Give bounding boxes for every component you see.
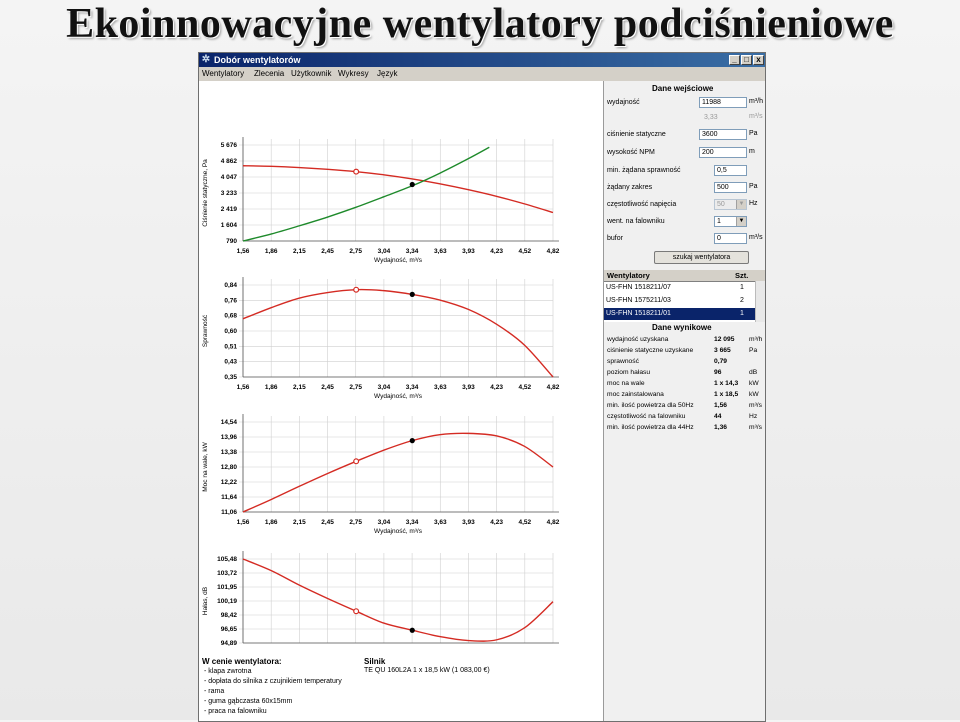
x-tick-label: 3,93 bbox=[462, 248, 475, 255]
maximize-button[interactable]: □ bbox=[741, 55, 752, 65]
fan-row[interactable] bbox=[604, 295, 756, 307]
result-value: 44 bbox=[714, 413, 722, 420]
point-marker-operating bbox=[410, 292, 415, 297]
frequency-unit: Hz bbox=[749, 200, 758, 207]
result-label: ciśnienie statyczne uzyskane bbox=[607, 347, 694, 354]
x-tick-label: 3,04 bbox=[377, 248, 391, 255]
x-tick-label: 4,52 bbox=[518, 384, 532, 391]
x-tick-label: 1,56 bbox=[236, 519, 250, 526]
flow-secondary-value: 3,33 bbox=[704, 114, 718, 121]
result-unit: m³/s bbox=[749, 424, 762, 431]
y-tick-label: 0,60 bbox=[224, 328, 237, 335]
y-axis-label: Hałas, dB bbox=[202, 586, 209, 616]
y-tick-label: 5 676 bbox=[220, 142, 237, 149]
x-tick-label: 2,45 bbox=[321, 248, 334, 255]
input-heading: Dane wejściowe bbox=[652, 84, 714, 93]
x-tick-label: 4,82 bbox=[546, 384, 560, 391]
price-item: - guma gąbczasta 60x15mm bbox=[204, 698, 293, 705]
y-axis-label: Ciśnienie statyczne, Pa bbox=[202, 159, 209, 227]
y-tick-label: 13,38 bbox=[220, 449, 237, 456]
frequency-select[interactable] bbox=[714, 199, 747, 210]
result-value: 1 x 14,3 bbox=[714, 380, 739, 387]
x-tick-label: 4,52 bbox=[518, 248, 532, 255]
point-marker-open bbox=[354, 169, 359, 174]
result-value: 0,79 bbox=[714, 358, 728, 365]
x-tick-label: 4,82 bbox=[546, 248, 560, 255]
chevron-down-icon[interactable]: ▼ bbox=[736, 200, 746, 209]
series-line-fan bbox=[243, 433, 553, 512]
x-tick-label: 3,63 bbox=[433, 248, 447, 255]
x-tick-label: 1,86 bbox=[264, 384, 278, 391]
menu-wentylatory[interactable]: Wentylatory bbox=[202, 69, 245, 78]
fan-list-header bbox=[604, 270, 765, 282]
menu-jezyk[interactable]: Język bbox=[377, 69, 398, 78]
y-tick-label: 2 419 bbox=[220, 206, 237, 213]
altitude-input[interactable]: 200 bbox=[699, 147, 747, 158]
altitude-label: wysokość NPM bbox=[607, 149, 655, 156]
x-tick-label: 2,75 bbox=[349, 248, 363, 255]
y-tick-label: 0,35 bbox=[224, 374, 237, 381]
charts-panel bbox=[199, 81, 603, 721]
chevron-down-icon[interactable]: ▼ bbox=[736, 217, 746, 226]
series-line-fan bbox=[243, 290, 553, 377]
frequency-label: częstotliwość napięcia bbox=[607, 201, 677, 208]
result-unit: Hz bbox=[749, 413, 758, 420]
y-tick-label: 0,84 bbox=[224, 282, 237, 289]
price-section bbox=[199, 650, 603, 721]
chart-0 bbox=[202, 137, 560, 264]
x-axis-label: Wydajność, m³/s bbox=[374, 528, 422, 535]
search-fan-button[interactable]: szukaj wentylatora bbox=[654, 251, 749, 264]
point-marker-operating bbox=[410, 438, 415, 443]
y-tick-label: 4 047 bbox=[220, 174, 237, 181]
menu-wykresy[interactable]: Wykresy bbox=[338, 69, 369, 78]
window-title: Dobór wentylatorów bbox=[214, 55, 301, 65]
range-label: żądany zakres bbox=[607, 184, 653, 191]
x-axis-label: Wydajność, m³/s bbox=[374, 393, 422, 400]
x-axis-label: Wydajność, m³/s bbox=[374, 257, 422, 264]
series-line-system bbox=[243, 147, 489, 241]
y-tick-label: 13,96 bbox=[220, 434, 237, 441]
fan-selection-window bbox=[198, 52, 766, 722]
flow-label: wydajność bbox=[607, 99, 640, 106]
series-line-fan bbox=[243, 166, 553, 213]
price-item: - rama bbox=[204, 688, 225, 695]
fan-row[interactable] bbox=[604, 282, 756, 294]
result-label: wydajność uzyskana bbox=[607, 336, 669, 343]
x-tick-label: 3,04 bbox=[377, 384, 391, 391]
price-heading: W cenie wentylatora: bbox=[202, 657, 282, 666]
menu-bar bbox=[199, 67, 765, 81]
x-tick-label: 4,82 bbox=[546, 519, 560, 526]
x-tick-label: 4,23 bbox=[490, 248, 503, 255]
x-tick-label: 3,63 bbox=[433, 384, 447, 391]
point-marker-open bbox=[354, 609, 359, 614]
x-tick-label: 1,56 bbox=[236, 248, 250, 255]
side-panel bbox=[604, 81, 765, 721]
y-tick-label: 101,95 bbox=[217, 584, 237, 591]
flow-secondary-unit: m³/s bbox=[749, 113, 763, 120]
y-tick-label: 790 bbox=[226, 238, 237, 245]
x-tick-label: 3,34 bbox=[405, 519, 419, 526]
result-unit: kW bbox=[749, 391, 759, 398]
x-tick-label: 4,23 bbox=[490, 519, 503, 526]
vfd-value: 1 bbox=[717, 218, 721, 225]
x-tick-label: 2,45 bbox=[321, 519, 334, 526]
x-tick-label: 1,86 bbox=[264, 519, 278, 526]
y-tick-label: 0,76 bbox=[224, 297, 237, 305]
fan-name: US-FHN 1575211/03 bbox=[606, 297, 671, 304]
y-tick-label: 0,68 bbox=[224, 312, 237, 320]
result-unit: m³/h bbox=[749, 336, 763, 343]
y-tick-label: 11,06 bbox=[221, 509, 237, 516]
charts-svg bbox=[199, 81, 603, 650]
range-unit: Pa bbox=[749, 183, 758, 190]
buffer-input[interactable]: 0 bbox=[714, 233, 747, 244]
result-unit: Pa bbox=[749, 347, 758, 354]
price-item: - praca na falowniku bbox=[204, 708, 267, 715]
altitude-unit: m bbox=[749, 148, 755, 155]
y-tick-label: 0,51 bbox=[224, 343, 237, 351]
menu-uzytkownik[interactable]: Użytkownik bbox=[291, 69, 332, 78]
chart-3 bbox=[202, 551, 560, 650]
list-scrollbar[interactable] bbox=[755, 281, 765, 322]
result-label: moc na wale bbox=[607, 380, 645, 387]
vfd-select[interactable] bbox=[714, 216, 747, 227]
point-marker-operating bbox=[410, 182, 415, 187]
col-qty: Szt. bbox=[735, 271, 749, 280]
x-tick-label: 1,56 bbox=[236, 384, 250, 391]
y-tick-label: 0,43 bbox=[224, 358, 237, 366]
point-marker-open bbox=[354, 459, 359, 464]
result-unit: kW bbox=[749, 380, 759, 387]
pressure-label: ciśnienie statyczne bbox=[607, 131, 666, 138]
pressure-unit: Pa bbox=[749, 130, 758, 137]
minimize-button[interactable]: _ bbox=[729, 55, 740, 65]
col-fans: Wentylatory bbox=[607, 271, 650, 280]
result-value: 1,56 bbox=[714, 402, 728, 409]
result-label: min. ilość powietrza dla 44Hz bbox=[607, 424, 694, 431]
result-unit: dB bbox=[749, 369, 758, 376]
chart-2 bbox=[202, 414, 560, 535]
x-tick-label: 2,15 bbox=[293, 384, 306, 391]
x-tick-label: 2,75 bbox=[349, 519, 363, 526]
result-label: sprawność bbox=[607, 358, 639, 365]
fan-name: US-FHN 1518211/01 bbox=[606, 310, 671, 317]
fan-qty: 1 bbox=[740, 310, 744, 317]
result-value: 1 x 18,5 bbox=[714, 391, 739, 398]
x-tick-label: 2,45 bbox=[321, 384, 334, 391]
y-tick-label: 12,80 bbox=[220, 464, 237, 471]
point-marker-open bbox=[354, 287, 359, 292]
fan-list bbox=[604, 270, 765, 322]
x-tick-label: 3,04 bbox=[377, 519, 391, 526]
x-tick-label: 3,34 bbox=[405, 384, 419, 391]
x-tick-label: 3,93 bbox=[462, 384, 475, 391]
results-heading: Dane wynikowe bbox=[652, 323, 712, 332]
price-item: - dopłata do silnika z czujnikiem temperatury bbox=[204, 678, 342, 685]
y-tick-label: 14,54 bbox=[220, 419, 237, 426]
y-tick-label: 96,65 bbox=[220, 626, 237, 633]
y-tick-label: 11,64 bbox=[221, 494, 237, 501]
result-label: min. ilość powietrza dla 50Hz bbox=[607, 402, 694, 409]
motor-heading: Silnik bbox=[364, 657, 386, 666]
y-tick-label: 12,22 bbox=[220, 479, 237, 486]
result-value: 1,36 bbox=[714, 424, 728, 431]
x-tick-label: 1,86 bbox=[264, 248, 278, 255]
x-tick-label: 4,23 bbox=[490, 384, 503, 391]
fan-row-selected[interactable] bbox=[604, 308, 756, 320]
result-value: 12 095 bbox=[714, 336, 735, 343]
y-axis-label: Moc na wale, kW bbox=[202, 442, 209, 492]
slide-title: Ekoinnowacyjne wentylatory podciśnieniowe bbox=[66, 1, 894, 47]
x-tick-label: 2,15 bbox=[293, 519, 306, 526]
x-tick-label: 3,63 bbox=[433, 519, 447, 526]
y-tick-label: 4 862 bbox=[220, 158, 237, 165]
y-tick-label: 1 604 bbox=[220, 222, 237, 229]
result-value: 96 bbox=[714, 369, 722, 376]
x-tick-label: 3,34 bbox=[405, 248, 419, 255]
y-tick-label: 100,19 bbox=[217, 598, 237, 605]
window-titlebar bbox=[199, 53, 765, 67]
y-tick-label: 98,42 bbox=[220, 612, 237, 619]
range-input[interactable]: 500 bbox=[714, 182, 747, 193]
menu-zlecenia[interactable]: Zlecenia bbox=[254, 69, 285, 78]
buffer-label: bufor bbox=[607, 235, 623, 242]
buffer-unit: m³/s bbox=[749, 234, 763, 241]
fan-qty: 1 bbox=[740, 284, 744, 291]
efficiency-input[interactable]: 0,5 bbox=[714, 165, 747, 176]
fan-name: US-FHN 1518211/07 bbox=[606, 284, 671, 291]
y-tick-label: 94,89 bbox=[220, 640, 237, 647]
result-label: poziom hałasu bbox=[607, 369, 651, 376]
x-tick-label: 2,15 bbox=[293, 248, 306, 255]
x-tick-label: 2,75 bbox=[349, 384, 363, 391]
result-unit: m³/s bbox=[749, 402, 762, 409]
x-tick-label: 4,52 bbox=[518, 519, 532, 526]
chart-1 bbox=[202, 277, 560, 400]
y-tick-label: 3 233 bbox=[220, 190, 237, 197]
y-tick-label: 103,72 bbox=[217, 570, 237, 577]
result-label: moc zainstalowana bbox=[607, 391, 664, 398]
motor-value: TE QU 160L2A 1 x 18,5 kW (1 083,00 €) bbox=[364, 667, 490, 674]
pressure-input[interactable]: 3600 bbox=[699, 129, 747, 140]
efficiency-label: min. żądana sprawność bbox=[607, 167, 681, 174]
price-item: - klapa zwrotna bbox=[204, 668, 252, 675]
frequency-value: 50 bbox=[717, 201, 725, 208]
fan-icon: ✲ bbox=[201, 54, 211, 65]
point-marker-operating bbox=[410, 628, 415, 633]
flow-unit: m³/h bbox=[749, 98, 763, 105]
result-label: częstotliwość na falowniku bbox=[607, 413, 686, 420]
vfd-label: went. na falowniku bbox=[607, 218, 665, 225]
x-tick-label: 3,93 bbox=[462, 519, 475, 526]
close-button[interactable]: x bbox=[753, 55, 764, 65]
fan-qty: 2 bbox=[740, 297, 744, 304]
result-value: 3 665 bbox=[714, 347, 731, 354]
flow-input[interactable]: 11988 bbox=[699, 97, 747, 108]
y-axis-label: Sprawność bbox=[202, 314, 209, 348]
y-tick-label: 105,48 bbox=[217, 556, 237, 563]
